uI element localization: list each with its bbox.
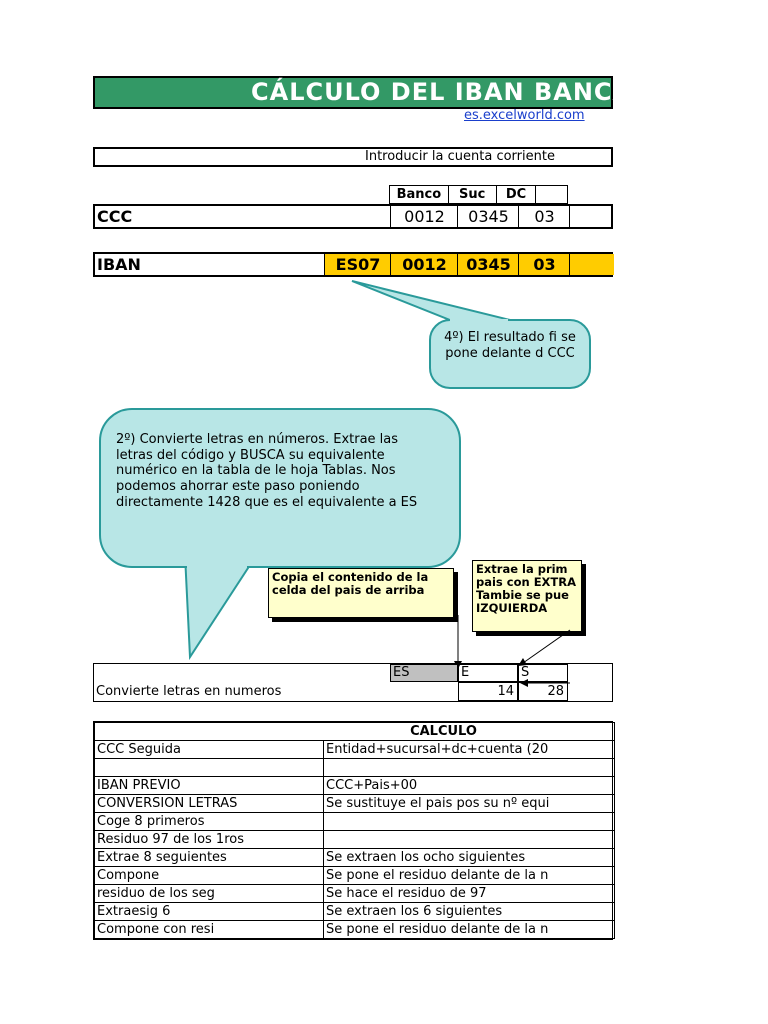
- table-row: Compone con resi Se pone el residuo delante de la n: [95, 921, 615, 939]
- iban-row: [93, 252, 613, 277]
- calc-header: CALCULO: [95, 723, 615, 741]
- header-banco: Banco: [390, 186, 449, 204]
- note-copy-country: Copia el contenido de la celda del pais de arriba: [268, 568, 454, 618]
- iban-dc-cell[interactable]: 03: [518, 254, 570, 275]
- table-row: Coge 8 primeros: [95, 813, 615, 831]
- number-cell-2[interactable]: 28: [518, 682, 568, 701]
- table-row: CONVERSION LETRAS Se sustituye el pais pos su nº equi: [95, 795, 615, 813]
- table-row: Extraesig 6 Se extraen los 6 siguientes: [95, 903, 615, 921]
- note-extract-country: Extrae la prim pais con EXTRA Tambie se pue IZQUIERDA: [472, 560, 582, 632]
- country-cell[interactable]: ES: [390, 664, 458, 682]
- website-link[interactable]: es.excelworld.com: [464, 108, 585, 123]
- iban-country-cell[interactable]: ES07: [324, 254, 391, 275]
- table-row: Residuo 97 de los 1ros: [95, 831, 615, 849]
- ccc-header: [389, 185, 568, 204]
- conversion-block: [93, 663, 613, 702]
- calculation-table: [93, 721, 613, 940]
- ccc-row: [93, 204, 613, 229]
- header-suc: Suc: [448, 186, 496, 204]
- iban-banco-cell[interactable]: 0012: [390, 254, 458, 275]
- letter-cell-1[interactable]: E: [458, 664, 518, 682]
- number-cell-1[interactable]: 14: [458, 682, 518, 701]
- table-row: Extrae 8 seguientes Se extraen los ocho siguientes: [95, 849, 615, 867]
- table-row: [95, 759, 615, 777]
- callout-4-text: 4º) El resultado fi se pone delante d CCC: [444, 330, 576, 361]
- page-title: CÁLCULO DEL IBAN BANCARIO: [93, 76, 613, 109]
- arrow-down-icon: [450, 615, 470, 670]
- ccc-suc-cell[interactable]: 0345: [457, 206, 519, 227]
- table-row: residuo de los seg Se hace el residuo de 97: [95, 885, 615, 903]
- ccc-banco-cell[interactable]: 0012: [390, 206, 458, 227]
- letter-cell-2[interactable]: S: [518, 664, 568, 682]
- conversion-label: Convierte letras en numeros: [96, 684, 282, 699]
- instruction-row: Introducir la cuenta corriente: [93, 147, 613, 167]
- table-row: IBAN PREVIO CCC+Pais+00: [95, 777, 615, 795]
- ccc-dc-cell[interactable]: 03: [518, 206, 570, 227]
- callout-2-text: 2º) Convierte letras en números. Extrae las letras del código y BUSCA su equivalente numérico en la tabla de le hoja Tablas. Nos podemos ahorrar este paso poniendo directamente 1428 que es el equivalente a ES: [116, 432, 418, 510]
- iban-suc-cell[interactable]: 0345: [457, 254, 519, 275]
- table-row: Compone Se pone el residuo delante de la n: [95, 867, 615, 885]
- iban-label: IBAN: [97, 255, 141, 274]
- ccc-label: CCC: [97, 207, 133, 226]
- table-row: CCC Seguida Entidad+sucursal+dc+cuenta (20: [95, 741, 615, 759]
- header-dc: DC: [496, 186, 536, 204]
